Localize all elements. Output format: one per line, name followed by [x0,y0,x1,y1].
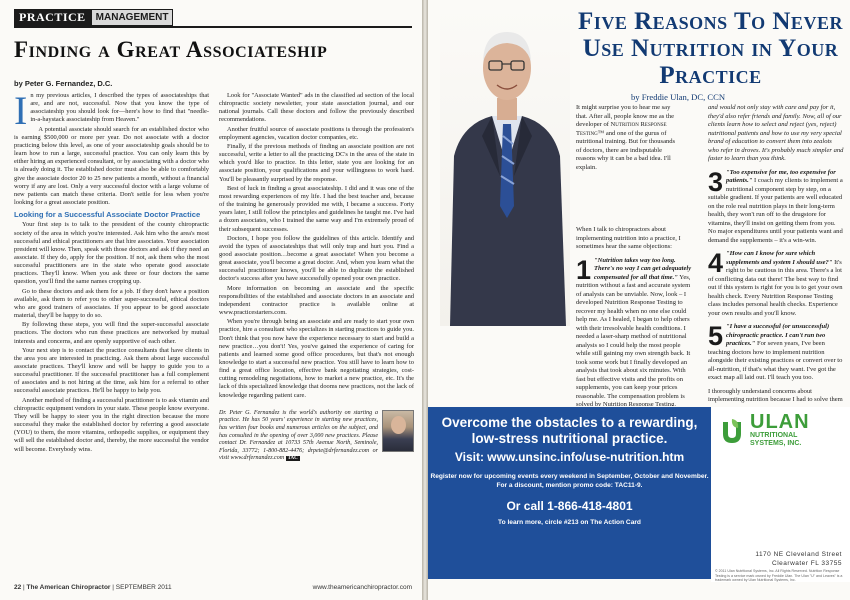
paragraph: Go to these doctors and ask them for a job. If they don't have a position available, ask them to refer you to other super-successful, ethical doctors who are good trainers of associates. If you appear to be good associate material, they'll be happy to do so. [14,287,209,320]
paragraph: Your next step is to contact the practice consultants that have clients in the area you are interested in practicing. Ask them about large successful associate practices. They'll know and will be happy to guide you to a successful practitioner. If the successful practitioner has a full complement of associates and is not hiring at the time, ask him for a referral to other successful associate practices. He'll be happy to help you. [14,346,209,395]
reason-number: 3 [708,166,724,197]
paragraph: Your first step is to talk to the president of the county chiropractic society of the area in which you're interested. Ask him who the area's most successful and ethical practitioners are that hire associates. Your association president will know. Then, speak with those doctors and ask if they need an associate. If they do, apply for the position. If not, ask them who the most successful practitioners are in the state who operate good associate practices. They'll know. When you ask three or four doctors the same question, you'll find the same names cropping up. [14,221,209,286]
reason-number: 1 [576,254,592,285]
article-headline: Five Reasons To Never Use Nutrition in Your Practice [578,8,843,89]
paragraph: When I talk to chiropractors about implementing nutrition into a practice, I sometimes hear the same objections: [576,226,681,250]
ad-logo-panel [711,407,850,582]
article-body [14,92,414,572]
author-portrait [440,6,570,326]
section-subhead: Looking for a Successful Associate Doctor Practice [14,210,201,220]
column-1 [14,92,209,572]
right-page [428,0,850,600]
article-headline: Finding a Great Associateship [14,37,328,62]
ad-blue-panel [428,407,711,579]
ad-address: 1170 NE Cleveland Street Clearwater FL 33755 [755,551,842,567]
ulan-advertisement [428,407,850,582]
logo-name: ULAN [750,411,810,433]
reason-number: 5 [708,321,724,351]
tac-end-badge: TAC [287,456,298,462]
magazine-url[interactable]: www.theamericanchiropractor.com [312,584,412,591]
ad-headline: Overcome the obstacles to a rewarding, low-stress nutritional practice. [441,415,698,446]
intro-paragraph: In my previous articles, I described the types of associateships that are, and are not, successful. Now that you know the type of associateship you should look for—here's how to find that "needle-in-a-haystack associateship from Heaven." [14,92,209,133]
reason-4: 4 "How can I know for sure which supplements and system I should use?" It's right to be cautious in this area. There's a lot of conflicting data out there! The best way to find out if this system is right for you is to get your own health check. Every Nutrition Response Testing class includes personal health checks. Experience your own results and you'll know. [708,248,843,317]
article-byline: by Peter G. Fernandez, D.C. [14,79,113,88]
left-page [0,0,422,600]
issue-date: SEPTEMBER 2011 [115,584,172,591]
reason-1: 1 "Nutrition takes way too long. There's no way I can get adequately compensated for all that time." Yes, nutrition without a fast and accurate system of analysis can be unviable. Now, look – I developed Nutrition Response Testing to recover my health when no one else could help me. As I healed, I began to help others with their irresolvable health conditions. I needed a laser-sharp method of nutritional analysis so I could help the most people while still gaining my own strength back. It took some work but I finally developed an analysis that took about six minutes. With fast but effective visits and the profits on supplements, you can keep your prices reasonable. The compensation problem is solved by Nutrition Response Testing. [576,254,692,406]
author-bio [219,410,414,463]
paragraph: Doctors, I hope you follow the guidelines of this article. Identify and avoid the types of associateships that will only trap and hurt you. Find a good associate position…become a great associate! When you become a great associate, you'll become a great doctor. And, when you learn what the successful practitioner knows, you'll be able to duplicate the established doctor's success after you have successfully opened your own practice. [219,234,414,283]
ad-fine-print: © 2011 Ulan Nutritional Systems, Inc. All Rights Reserved. Nutrition Response Testing is a service mark owned by Freddie Ulan. The Ulan "U" and Leaves" is a trademark owned by Ulan Nutritional Systems, Inc. [715,569,843,582]
ad-action-card: To learn more, circle #213 on The Action Card [498,519,641,526]
author-face [391,416,406,434]
paragraph: Another method of finding a successful practitioner is to ask vitamin and chiropractic equipment vendors in your state. These people know everyone. They will be happy to steer you in the right direction because the more successful they make the established doctor by referring a good associate (YOU) to them, the more vitamins, orthopedic supplies, or equipment they will sell the established doctor and, thereby, the more successful the vendor will become. Everybody wins. [14,396,209,453]
ad-visit-url[interactable]: Visit: www.unsinc.info/use-nutrition.htm [454,450,685,464]
paragraph: By following these steps, you will find the super-successful associate practices. The doctors who run these practices are networked by mutual interests and concerns, and are openly supportive of each other. [14,321,209,345]
section-tab-management: MANAGEMENT [91,9,174,26]
reason-5: 5 "I have a successful (or unsuccessful) chiropractic practice. I can't run two practices." For seven years, I've been teaching doctors how to implement nutrition alongside their existing practices or convert over to all-nutrition, if that's what they want. I've got the exact map all laid out. I'll teach you too. [708,321,843,381]
paragraph: Best of luck in finding a great associateship. I did and it was one of the most rewarding experiences of my life. I had the best teacher and, because of the training he generously provided me with, I became a success. Forty years later, I still follow the principles and guidelines he taught me. I've had a dozen associates, who I trained the same way and I'm extremely proud of their subsequent successes. [219,184,414,233]
paragraph: Finally, if the previous methods of finding an associate position are not successful, write a letter to all the practicing DC's in the area of the state in which you'd like to practice. In this letter, state you are looking for an associate position, your qualifications and your willingness to work hard. You'll be pleasantly surprised by the response. [219,142,414,183]
logo-sub2: SYSTEMS, INC. [750,440,802,447]
article-byline: by Freddie Ulan, DC, CCN [631,92,726,102]
paragraph: and would not only stay with care and pay for it, they'd also refer friends and family. Now, all of our clients learn how to select and reject (yes, reject) nutritional patients and how to use my very special brand of education to convert them into zealots who refer in droves. It's probably much simpler and faster to learn than you think. [708,104,844,162]
paragraph: When you're through being an associate and are ready to start your own practice, hire a consultant who specializes in starting practices to guide you. Don't think that you now have the experience necessary to start and build a new practice…you don't! Yes, you've gained the experience of caring for patients and learned some good office procedures, but that's not enough knowledge to start a successful new practice. You still have to learn how to find a great office location, effective bank negotiating strategies, cost-cutting remodeling negotiations, how to market a new practice, etc. It's the lack of this specialized knowledge that dooms new practices, not the lack of knowledge regarding patient care. [219,318,414,399]
top-rule [14,26,412,28]
section-tab [14,9,173,26]
leaf-u-logo-icon [717,416,747,446]
column-1 [576,226,694,406]
paragraph: More information on becoming an associate and the specific responsibilities of the established and associate doctors in an associate and independent contractor practice is available online at www.practicestarters.com. [219,284,414,317]
ulan-logo [717,413,846,448]
logo-sub1: NUTRITIONAL [750,432,798,439]
reason-number: 4 [708,248,724,278]
reason-3: 3 "Too expensive for me, too expensive for patients." I coach my clients to implement a nutritional component step by step, on a suitable gradient. If your patients are well educated on the role real nutrition plays in their long-term health, they won't run off to the drugstore for vitamins, they'll insist on getting them from you. No major expenditures until your patients want and demand the supplements – it's a win-win. [708,166,843,244]
section-tab-practice: PRACTICE [14,9,91,26]
author-bio-text: Dr. Peter G. Fernandez is the world's authority on starting a practice. He has 50 years' experience in starting new practices, has written four books and numerous articles on the subject, and has consulted in the opening of over 3,000 new practices. Please contact Dr. Fernandez at 10733 57th Avenue North, Seminole, Florida, 33772; 1-800-882-4476; drpete@drfernandez.com or visit www.drfernandez.com TAC [219,409,378,462]
column-2 [708,104,844,404]
magazine-name: The American Chiropractor [26,584,111,591]
page-number: 22 [14,584,22,591]
intro-paragraph: It might surprise you to hear me say that. After all, people know me as the developer of Nutrition Response Testing™ and one of the gurus of nutritional training. But for thousands of doctors, there are indisputable reasons why it can be a bad idea. I'll explain. [576,104,676,171]
column-2 [219,92,414,572]
intro-beside-photo [576,104,676,177]
paragraph: A potential associate should search for an established doctor who is earning $500,000 or more per year. Do not associate with a doctor practicing below this level, as one of your associateship goals should be to learn how to run a large, successful practice. You can only learn this by either hiring an experienced consultant, or by associating with a doctor who is already doing it. The established doctor must also be able to comfortably give the associate doctor 20 to 25 new patients a month, without a financial worry if any are lost. Only a very successful doctor with a large volume of new patients can match these criteria. Don't settle for less when you're looking for a great associate position. [14,125,209,207]
paragraph: I thoroughly understand concerns about implementing nutrition because I had to solve them [708,387,843,403]
ad-phone[interactable]: Or call 1-866-418-4801 [506,499,633,513]
page-footer: 22 | The American Chiropractor | SEPTEMBER 2011 www.theamericanchiropractor.com [14,584,412,591]
author-photo [382,410,414,452]
paragraph: Look for "Associate Wanted" ads in the classified ad section of the local chiropractic society newsletter, your state association journal, and our national journals. Call these doctors and follow the previously described recommendations. [219,92,414,124]
ad-register-text: Register now for upcoming events every weekend in September, October and November. For a discount, mention promo code: TAC11-9. [430,473,709,489]
drop-cap: I [14,92,28,133]
paragraph: Another fruitful source of associate positions is through the profession's employment agencies, vacation doctor companies, etc. [219,125,414,141]
